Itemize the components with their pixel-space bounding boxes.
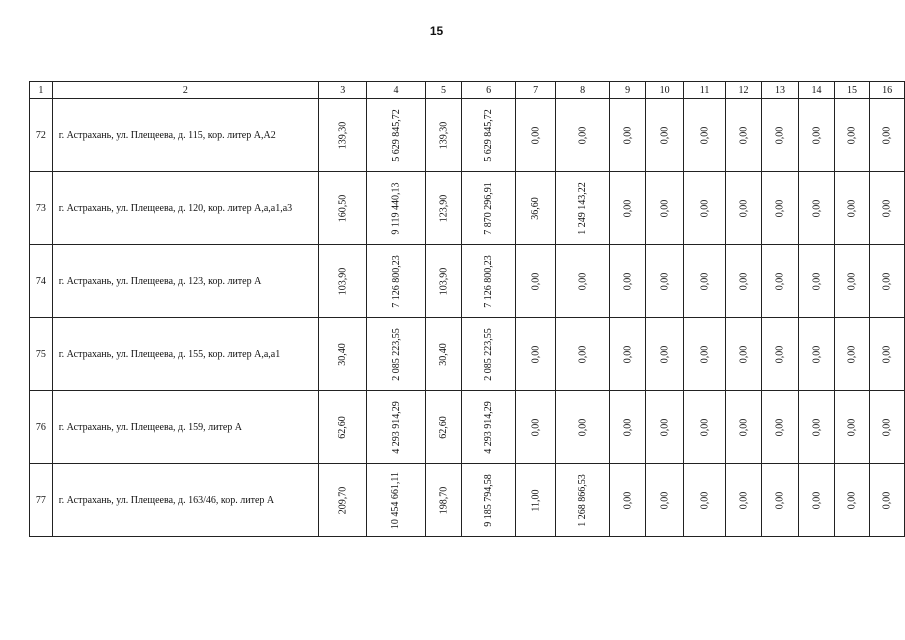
table-row bbox=[30, 245, 905, 318]
value-cell-c12 bbox=[726, 245, 762, 318]
value-cell-c3 bbox=[318, 99, 366, 172]
value-cell-c12 bbox=[726, 172, 762, 245]
value-text: 0,00 bbox=[846, 272, 858, 290]
value-cell-c14 bbox=[799, 391, 835, 464]
value-cell-c7 bbox=[515, 318, 556, 391]
column-header: 16 bbox=[870, 82, 905, 99]
value-cell-c6 bbox=[462, 318, 516, 391]
value-text: 9 185 794,58 bbox=[483, 473, 495, 527]
table-header-row bbox=[30, 82, 905, 99]
value-cell-c13 bbox=[761, 245, 798, 318]
value-text: 0,00 bbox=[881, 491, 893, 509]
column-header: 4 bbox=[367, 82, 425, 99]
value-cell-c11 bbox=[683, 172, 725, 245]
column-header: 13 bbox=[761, 82, 798, 99]
address-cell: г. Астрахань, ул. Плещеева, д. 163/46, кор. литер А bbox=[52, 464, 318, 537]
value-cell-c8 bbox=[556, 391, 610, 464]
value-cell-c9 bbox=[609, 245, 646, 318]
table-row bbox=[30, 391, 905, 464]
value-cell-c12 bbox=[726, 99, 762, 172]
value-cell-c16 bbox=[870, 318, 905, 391]
value-text: 11,00 bbox=[530, 488, 542, 512]
value-cell-c5 bbox=[425, 99, 462, 172]
row-number-cell: 75 bbox=[30, 318, 53, 391]
value-text: 7 126 800,23 bbox=[390, 254, 402, 308]
value-cell-c5 bbox=[425, 391, 462, 464]
address-cell: г. Астрахань, ул. Плещеева, д. 123, кор. литер А bbox=[52, 245, 318, 318]
value-text: 62,60 bbox=[337, 415, 349, 439]
value-cell-c5 bbox=[425, 318, 462, 391]
value-cell-c8 bbox=[556, 464, 610, 537]
value-cell-c9 bbox=[609, 391, 646, 464]
column-header: 14 bbox=[799, 82, 835, 99]
value-text: 0,00 bbox=[659, 126, 671, 144]
value-cell-c14 bbox=[799, 318, 835, 391]
value-cell-c5 bbox=[425, 464, 462, 537]
value-text: 0,00 bbox=[622, 418, 634, 436]
value-text: 0,00 bbox=[738, 272, 749, 290]
value-text: 0,00 bbox=[738, 418, 749, 436]
value-text: 0,00 bbox=[738, 491, 749, 509]
column-header: 6 bbox=[462, 82, 516, 99]
value-cell-c5 bbox=[425, 172, 462, 245]
address-cell: г. Астрахань, ул. Плещеева, д. 159, литер А bbox=[52, 391, 318, 464]
column-header: 1 bbox=[30, 82, 53, 99]
value-cell-c4 bbox=[367, 464, 425, 537]
value-text: 209,70 bbox=[337, 486, 349, 514]
column-header: 12 bbox=[726, 82, 762, 99]
value-text: 0,00 bbox=[577, 345, 589, 363]
value-cell-c13 bbox=[761, 391, 798, 464]
value-cell-c3 bbox=[318, 464, 366, 537]
value-text: 0,00 bbox=[659, 418, 671, 436]
value-text: 0,00 bbox=[699, 418, 711, 436]
value-text: 0,00 bbox=[738, 126, 749, 144]
value-text: 2 085 223,55 bbox=[390, 327, 402, 381]
value-cell-c4 bbox=[367, 172, 425, 245]
value-cell-c10 bbox=[646, 99, 683, 172]
value-cell-c3 bbox=[318, 172, 366, 245]
value-text: 0,00 bbox=[811, 272, 823, 290]
value-text: 0,00 bbox=[699, 126, 711, 144]
value-text: 0,00 bbox=[738, 345, 749, 363]
table-row bbox=[30, 172, 905, 245]
address-cell: г. Астрахань, ул. Плещеева, д. 155, кор. литер А,а,а1 bbox=[52, 318, 318, 391]
value-text: 0,00 bbox=[846, 418, 858, 436]
value-text: 0,00 bbox=[774, 199, 786, 217]
value-cell-c9 bbox=[609, 99, 646, 172]
value-cell-c9 bbox=[609, 464, 646, 537]
value-text: 0,00 bbox=[881, 126, 893, 144]
value-cell-c14 bbox=[799, 464, 835, 537]
value-cell-c16 bbox=[870, 464, 905, 537]
row-number-cell: 77 bbox=[30, 464, 53, 537]
value-text: 0,00 bbox=[811, 199, 823, 217]
value-text: 198,70 bbox=[437, 486, 449, 514]
value-text: 0,00 bbox=[811, 491, 823, 509]
value-cell-c11 bbox=[683, 99, 725, 172]
table-row bbox=[30, 464, 905, 537]
value-cell-c3 bbox=[318, 391, 366, 464]
value-cell-c12 bbox=[726, 391, 762, 464]
value-text: 4 293 914,29 bbox=[390, 400, 402, 454]
value-cell-c15 bbox=[834, 391, 870, 464]
value-text: 36,60 bbox=[530, 196, 542, 220]
value-cell-c13 bbox=[761, 318, 798, 391]
value-text: 0,00 bbox=[774, 126, 786, 144]
value-text: 0,00 bbox=[774, 272, 786, 290]
table-row bbox=[30, 318, 905, 391]
value-cell-c6 bbox=[462, 464, 516, 537]
value-cell-c7 bbox=[515, 464, 556, 537]
value-cell-c12 bbox=[726, 318, 762, 391]
row-number-cell: 74 bbox=[30, 245, 53, 318]
value-cell-c6 bbox=[462, 391, 516, 464]
value-cell-c14 bbox=[799, 172, 835, 245]
value-text: 0,00 bbox=[622, 272, 634, 290]
value-text: 0,00 bbox=[811, 345, 823, 363]
column-header: 11 bbox=[683, 82, 725, 99]
value-cell-c10 bbox=[646, 245, 683, 318]
column-header: 3 bbox=[318, 82, 366, 99]
value-text: 0,00 bbox=[622, 199, 634, 217]
value-cell-c15 bbox=[834, 318, 870, 391]
value-cell-c3 bbox=[318, 245, 366, 318]
value-cell-c15 bbox=[834, 99, 870, 172]
value-cell-c8 bbox=[556, 172, 610, 245]
value-text: 0,00 bbox=[846, 345, 858, 363]
value-text: 5 629 845,72 bbox=[483, 108, 495, 162]
value-text: 0,00 bbox=[774, 491, 786, 509]
column-header: 15 bbox=[834, 82, 870, 99]
value-cell-c16 bbox=[870, 245, 905, 318]
value-cell-c7 bbox=[515, 245, 556, 318]
column-header: 7 bbox=[515, 82, 556, 99]
value-cell-c13 bbox=[761, 99, 798, 172]
value-text: 0,00 bbox=[699, 491, 711, 509]
value-cell-c11 bbox=[683, 245, 725, 318]
value-text: 7 870 296,91 bbox=[483, 181, 495, 235]
value-text: 0,00 bbox=[530, 345, 542, 363]
value-cell-c5 bbox=[425, 245, 462, 318]
value-text: 0,00 bbox=[577, 272, 589, 290]
value-cell-c6 bbox=[462, 245, 516, 318]
value-text: 103,90 bbox=[337, 267, 349, 295]
value-text: 1 249 143,22 bbox=[577, 181, 589, 235]
value-cell-c9 bbox=[609, 172, 646, 245]
value-text: 0,00 bbox=[577, 418, 589, 436]
value-text: 2 085 223,55 bbox=[483, 327, 495, 381]
row-number-cell: 76 bbox=[30, 391, 53, 464]
value-cell-c7 bbox=[515, 172, 556, 245]
value-cell-c16 bbox=[870, 99, 905, 172]
value-text: 0,00 bbox=[699, 199, 711, 217]
value-cell-c8 bbox=[556, 318, 610, 391]
value-text: 0,00 bbox=[622, 345, 634, 363]
column-header: 2 bbox=[52, 82, 318, 99]
value-cell-c14 bbox=[799, 245, 835, 318]
column-header: 10 bbox=[646, 82, 683, 99]
column-header: 9 bbox=[609, 82, 646, 99]
row-number-cell: 72 bbox=[30, 99, 53, 172]
value-cell-c15 bbox=[834, 172, 870, 245]
row-number-cell: 73 bbox=[30, 172, 53, 245]
value-cell-c4 bbox=[367, 99, 425, 172]
value-text: 103,90 bbox=[437, 267, 449, 295]
value-text: 139,30 bbox=[437, 121, 449, 149]
value-text: 0,00 bbox=[699, 345, 711, 363]
value-text: 0,00 bbox=[811, 418, 823, 436]
value-text: 0,00 bbox=[846, 126, 858, 144]
value-cell-c6 bbox=[462, 99, 516, 172]
value-cell-c8 bbox=[556, 99, 610, 172]
value-cell-c15 bbox=[834, 464, 870, 537]
value-text: 0,00 bbox=[530, 272, 542, 290]
value-text: 0,00 bbox=[659, 199, 671, 217]
table-row bbox=[30, 99, 905, 172]
value-cell-c12 bbox=[726, 464, 762, 537]
value-text: 0,00 bbox=[846, 199, 858, 217]
value-text: 0,00 bbox=[659, 272, 671, 290]
value-text: 160,50 bbox=[337, 194, 349, 222]
value-cell-c8 bbox=[556, 245, 610, 318]
address-cell: г. Астрахань, ул. Плещеева, д. 120, кор. литер А,а,а1,а3 bbox=[52, 172, 318, 245]
value-cell-c16 bbox=[870, 391, 905, 464]
value-text: 0,00 bbox=[881, 418, 893, 436]
value-text: 0,00 bbox=[881, 345, 893, 363]
address-cell: г. Астрахань, ул. Плещеева, д. 115, кор. литер А,А2 bbox=[52, 99, 318, 172]
value-cell-c15 bbox=[834, 245, 870, 318]
value-text: 0,00 bbox=[881, 272, 893, 290]
value-text: 0,00 bbox=[881, 199, 893, 217]
value-cell-c11 bbox=[683, 391, 725, 464]
column-header: 5 bbox=[425, 82, 462, 99]
value-text: 10 454 661,11 bbox=[390, 471, 402, 529]
value-text: 9 119 440,13 bbox=[390, 181, 402, 235]
value-cell-c9 bbox=[609, 318, 646, 391]
value-text: 62,60 bbox=[437, 415, 449, 439]
value-cell-c11 bbox=[683, 464, 725, 537]
value-text: 7 126 800,23 bbox=[483, 254, 495, 308]
value-text: 0,00 bbox=[530, 418, 542, 436]
value-cell-c10 bbox=[646, 172, 683, 245]
value-text: 0,00 bbox=[699, 272, 711, 290]
value-cell-c3 bbox=[318, 318, 366, 391]
value-cell-c4 bbox=[367, 391, 425, 464]
value-text: 0,00 bbox=[846, 491, 858, 509]
value-text: 1 268 866,53 bbox=[577, 473, 589, 527]
value-text: 0,00 bbox=[811, 126, 823, 144]
value-cell-c14 bbox=[799, 99, 835, 172]
value-text: 0,00 bbox=[774, 418, 786, 436]
value-text: 123,90 bbox=[437, 194, 449, 222]
value-text: 0,00 bbox=[622, 491, 634, 509]
value-cell-c10 bbox=[646, 391, 683, 464]
value-text: 139,30 bbox=[337, 121, 349, 149]
value-text: 0,00 bbox=[659, 345, 671, 363]
value-text: 0,00 bbox=[659, 491, 671, 509]
value-cell-c16 bbox=[870, 172, 905, 245]
value-text: 0,00 bbox=[530, 126, 542, 144]
value-cell-c13 bbox=[761, 464, 798, 537]
value-cell-c4 bbox=[367, 318, 425, 391]
value-cell-c6 bbox=[462, 172, 516, 245]
value-text: 0,00 bbox=[774, 345, 786, 363]
value-cell-c10 bbox=[646, 464, 683, 537]
value-cell-c13 bbox=[761, 172, 798, 245]
value-cell-c7 bbox=[515, 99, 556, 172]
value-cell-c7 bbox=[515, 391, 556, 464]
value-text: 30,40 bbox=[437, 342, 449, 366]
value-text: 30,40 bbox=[337, 342, 349, 366]
value-cell-c11 bbox=[683, 318, 725, 391]
value-text: 0,00 bbox=[577, 126, 589, 144]
value-text: 0,00 bbox=[738, 199, 749, 217]
column-header: 8 bbox=[556, 82, 610, 99]
value-cell-c10 bbox=[646, 318, 683, 391]
value-cell-c4 bbox=[367, 245, 425, 318]
data-table bbox=[29, 81, 905, 537]
value-text: 4 293 914,29 bbox=[483, 400, 495, 454]
value-text: 5 629 845,72 bbox=[390, 108, 402, 162]
page-number: 15 bbox=[429, 24, 444, 38]
value-text: 0,00 bbox=[622, 126, 634, 144]
